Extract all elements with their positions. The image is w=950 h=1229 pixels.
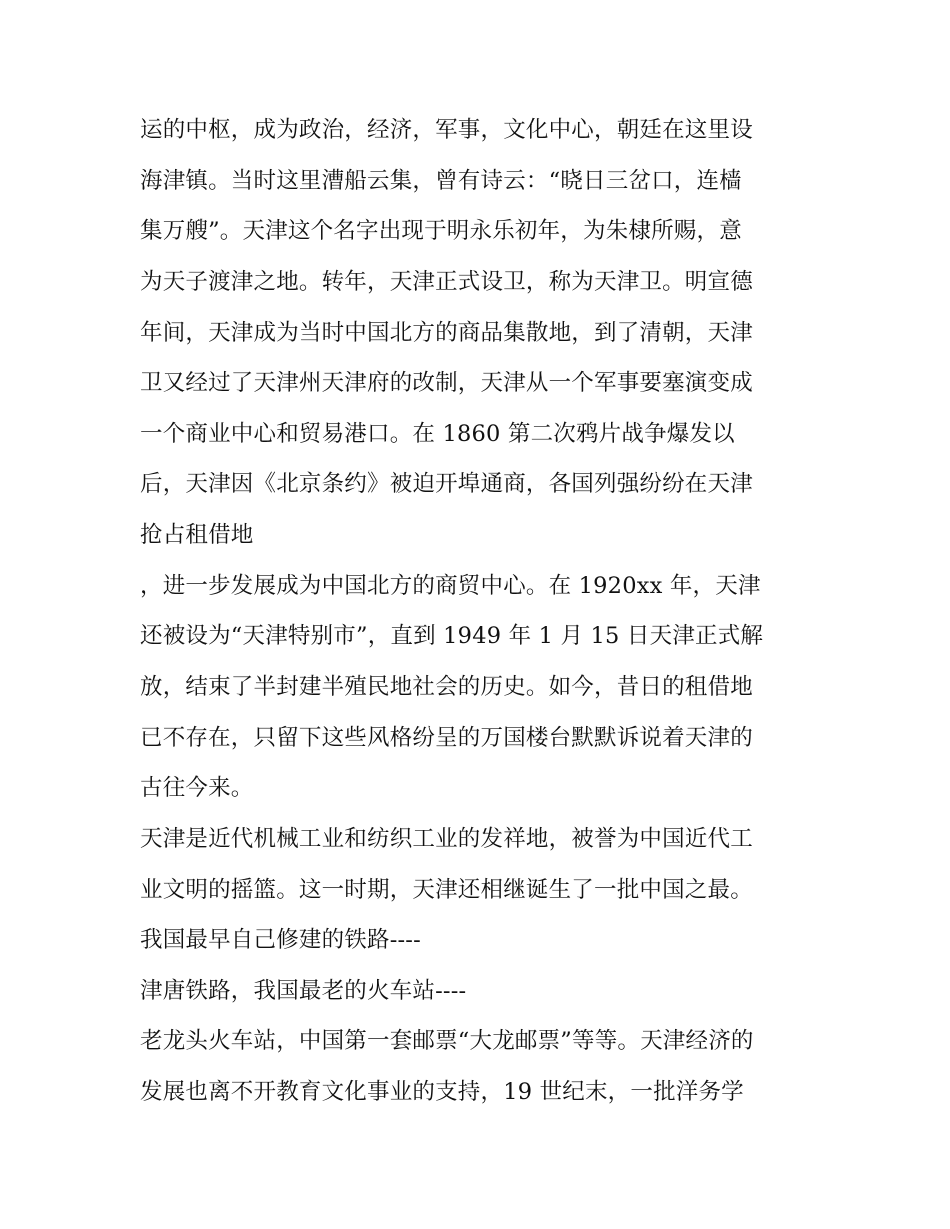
- text-line: 集万艘”。天津这个名字出现于明永乐初年，为朱棣所赐，意: [140, 218, 742, 244]
- text-line: 发展也离不开教育文化事业的支持，19 世纪末，一批洋务学: [140, 1079, 744, 1105]
- text-line: 津唐铁路，我国最老的火车站----: [140, 978, 467, 1004]
- text-line: 卫又经过了天津州天津府的改制，天津从一个军事要塞演变成: [140, 370, 753, 396]
- text-line: 后，天津因《北京条约》被迫开埠通商，各国列强纷纷在天津: [140, 471, 753, 497]
- text-line: 天津是近代机械工业和纺织工业的发祥地，被誉为中国近代工: [140, 826, 753, 852]
- text-line: 运的中枢，成为政治，经济，军事，文化中心，朝廷在这里设: [140, 117, 753, 143]
- text-line: ，进一步发展成为中国北方的商贸中心。在 1920xx 年，天津: [140, 573, 761, 599]
- text-line: 还被设为“天津特别市”，直到 1949 年 1 月 15 日天津正式解: [140, 623, 764, 649]
- text-line: 抢占租借地: [140, 522, 254, 548]
- text-line: 已不存在，只留下这些风格纷呈的万国楼台默默诉说着天津的: [140, 725, 753, 751]
- text-line: 一个商业中心和贸易港口。在 1860 第二次鸦片战争爆发以: [140, 421, 735, 447]
- text-line: 海津镇。当时这里漕船云集，曾有诗云：“晓日三岔口，连樯: [140, 168, 742, 194]
- text-line: 为天子渡津之地。转年，天津正式设卫，称为天津卫。明宣德: [140, 269, 753, 295]
- text-line: 我国最早自己修建的铁路----: [140, 927, 421, 953]
- text-line: 古往今来。: [140, 775, 254, 801]
- text-line: 年间，天津成为当时中国北方的商品集散地，到了清朝，天津: [140, 320, 753, 346]
- text-line: 放，结束了半封建半殖民地社会的历史。如今，昔日的租借地: [140, 674, 753, 700]
- text-line: 业文明的摇篮。这一时期，天津还相继诞生了一批中国之最。: [140, 877, 753, 903]
- text-line: 老龙头火车站，中国第一套邮票“大龙邮票”等等。天津经济的: [140, 1028, 754, 1054]
